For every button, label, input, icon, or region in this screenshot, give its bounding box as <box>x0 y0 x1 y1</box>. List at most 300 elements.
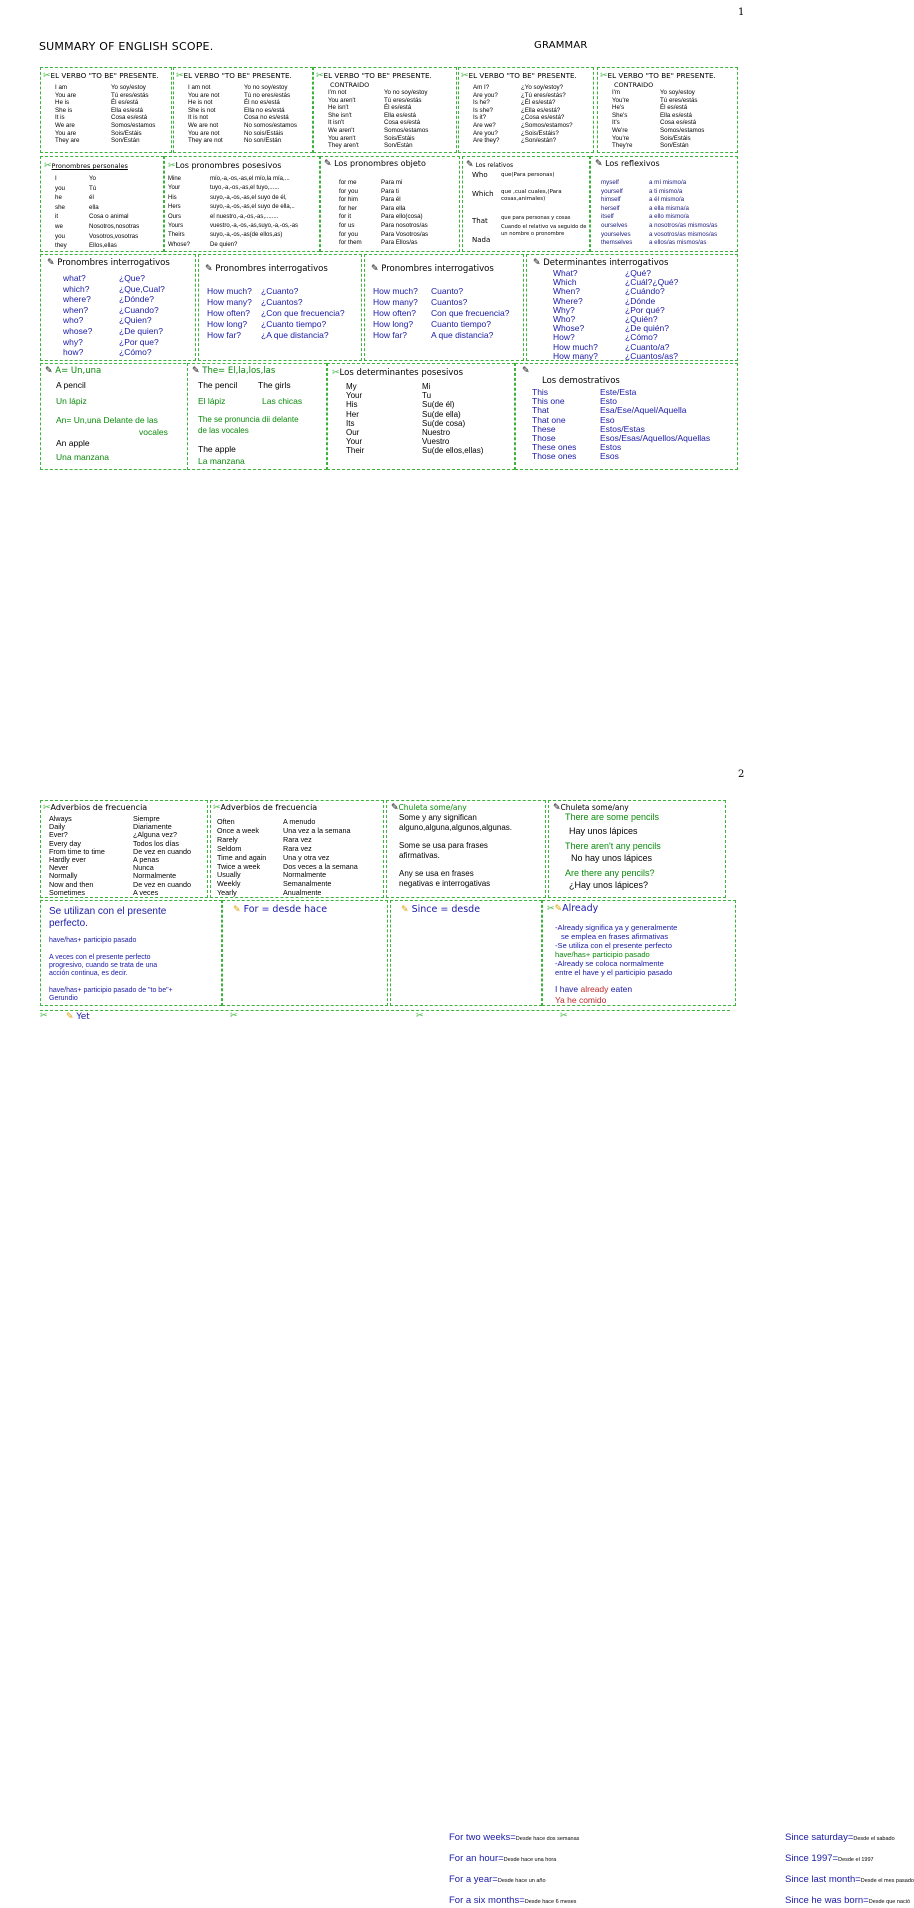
translation: Estos/Estas <box>600 423 645 434</box>
translation: ¿A que distancia? <box>261 330 329 340</box>
term: Whose? <box>553 323 585 334</box>
term: we <box>55 222 63 230</box>
term: Once a week <box>217 825 259 835</box>
pencil-icon: ✎ <box>324 159 332 169</box>
card-title: Chuleta some/any <box>398 803 467 812</box>
translation: Él es/está <box>660 104 688 112</box>
term: Never <box>49 863 69 873</box>
card-title: Pronombres interrogativos <box>215 264 328 274</box>
card-reflexives <box>590 156 738 252</box>
interrogatives-table <box>207 286 345 341</box>
term: How many? <box>373 297 418 307</box>
term: Am I? <box>473 84 490 91</box>
term: Weekly <box>217 879 241 889</box>
term: Why? <box>553 304 575 315</box>
translation: Tú no eres/estás <box>244 91 291 99</box>
translation: Para ella <box>381 204 406 212</box>
table-row <box>188 130 297 138</box>
translation: ella <box>89 203 99 211</box>
card-title: A= Un,una <box>55 366 102 376</box>
table-row <box>207 297 345 308</box>
frequency-adverbs-table <box>49 815 191 897</box>
card-possessive-determiners: ✂Los determinantes posesivos My Mi Your Tu His Su(de él) Her Su(de ella) Its Su(de cosa) Our Nuestro Your Vuestro Their Su(de ellos,ellas) <box>327 363 515 470</box>
table-row <box>55 122 155 130</box>
object-pronouns-table <box>339 179 428 248</box>
table-row <box>473 107 573 115</box>
table-row <box>328 142 428 150</box>
table-row <box>328 135 428 143</box>
term: We're <box>612 126 628 134</box>
translation: Normalmente <box>283 870 327 880</box>
table-row <box>55 203 139 213</box>
table-row <box>63 337 165 348</box>
possessive-determiners-table <box>346 382 483 456</box>
translation: a mí mismo/a <box>649 179 687 186</box>
translation: De quien? <box>210 241 238 248</box>
table-row <box>612 142 704 150</box>
card-present-perfect: Se utilizan con el presente perfecto. have/has+ participio pasado A veces con el presente perfecto progresivo, cuando se trata de una acción continua, es decir. have/has+ participio pasado de "to be"+ Gerundio <box>40 900 222 1006</box>
table-row <box>346 446 483 455</box>
card-title: Chuleta some/any <box>560 803 629 812</box>
translation: Normalmente <box>133 871 177 881</box>
term: Is it? <box>473 114 487 122</box>
translation: suyo,-a,-os,-as,el suyo de él, <box>210 194 287 201</box>
table-row <box>63 284 165 295</box>
term: How often? <box>373 308 416 318</box>
translation: ¿Tú eres/estás? <box>521 91 566 99</box>
translation: Somos/estamos <box>660 126 705 134</box>
table-row <box>601 222 717 231</box>
table-row <box>601 231 717 240</box>
personal-pronouns-table <box>55 174 139 251</box>
table-row <box>55 137 155 145</box>
table-row <box>612 127 704 135</box>
card-frequency-adverbs-2: ✂Adverbios de frecuencia Often A menudo Once a week Una vez a la semana Rarely Rara vez Seldom Rara vez Time and again Una y otra vez Twice a week Dos veces a la semana Usually Normalmente Weekly Semanalmente Yearly Anualmente <box>210 800 384 898</box>
translation: Rara vez <box>283 834 312 844</box>
translation: a ti mismo/a <box>649 187 683 195</box>
translation: Rara vez <box>283 843 312 853</box>
page-number: 1 <box>738 7 745 18</box>
table-row <box>168 241 298 250</box>
card-title: EL VERBO "TO BE" PRESENTE. <box>468 71 577 80</box>
term: Ours <box>168 213 182 220</box>
scissors-icon: ✂ <box>600 71 608 81</box>
translation: Cosa es/está <box>111 114 148 122</box>
term: How long? <box>373 319 414 329</box>
term: She is not <box>188 106 216 114</box>
table-row <box>188 92 297 100</box>
card-title: Pronombres interrogativos <box>57 258 170 268</box>
card-interrogative-pronouns-3 <box>364 254 524 361</box>
pencil-icon: ✎ <box>47 258 55 268</box>
translation: ¿Cómo? <box>119 347 152 358</box>
term: She isn't <box>328 111 352 119</box>
table-row <box>55 184 139 194</box>
term: Since 1997= <box>785 1853 839 1864</box>
table-row <box>612 119 704 127</box>
pencil-icon: ✎ <box>466 160 474 170</box>
translation: Tu <box>422 391 432 401</box>
table-row <box>339 213 428 222</box>
term: which? <box>63 283 90 294</box>
translation: Desde hace una hora <box>503 1857 557 1863</box>
term: Are they? <box>473 137 500 145</box>
table-row <box>612 104 704 112</box>
page-number: 2 <box>738 769 745 780</box>
card-title: EL VERBO "TO BE" PRESENTE. <box>323 71 432 80</box>
translation: a ello mismo/a <box>649 213 689 221</box>
translation: Yo <box>89 175 96 182</box>
card-title: EL VERBO "TO BE" PRESENTE. <box>183 71 292 80</box>
term: How much? <box>373 286 418 296</box>
table-row <box>553 352 678 361</box>
translation: Una vez a la semana <box>283 825 351 835</box>
possessive-pronouns-table <box>168 175 298 250</box>
term: Yours <box>168 223 184 230</box>
table-row <box>207 330 345 341</box>
card-title: Los pronombres posesivos <box>175 161 282 170</box>
table-row <box>207 286 345 297</box>
table-row <box>63 315 165 326</box>
term: He's <box>612 104 625 112</box>
card-title: Determinantes interrogativos <box>543 258 669 268</box>
term: Those ones <box>532 451 577 462</box>
translation: ¿Cuantos? <box>261 297 303 307</box>
pencil-icon: ✎ <box>522 366 530 376</box>
translation: Su(de ella) <box>422 409 461 419</box>
term: you <box>55 232 65 240</box>
term: From time to time <box>49 846 105 856</box>
card-personal-pronouns: ✂Pronombres personales I Yo you Tú he él she ella it Cosa o animal we Nosotros,nosotras you Vosotros,vosotras they Ellos,ellas <box>40 156 164 252</box>
translation: él <box>89 194 94 202</box>
term: for us <box>339 221 355 229</box>
table-row <box>601 179 717 188</box>
term: He is not <box>188 99 213 107</box>
pencil-icon: ✎ <box>595 159 603 169</box>
table-row <box>785 1848 874 1866</box>
to-be-table <box>55 84 155 145</box>
translation: Ella es/está <box>660 111 692 119</box>
card-title: Adverbios de frecuencia <box>50 803 148 812</box>
table-row <box>346 382 483 391</box>
term: for her <box>339 204 357 212</box>
translation: ¿Qué? <box>625 268 651 278</box>
term: it <box>55 213 59 221</box>
term: Their <box>346 446 365 456</box>
table-row <box>601 196 717 205</box>
table-row <box>328 112 428 120</box>
card-row-edge <box>40 1010 730 1011</box>
table-row <box>373 319 509 330</box>
translation: Cosa es/está <box>660 119 697 127</box>
translation: Tú eres/estás <box>660 96 698 104</box>
scissors-icon: ✂ <box>176 71 184 81</box>
translation: Ella no es/está <box>244 106 285 114</box>
card-title: Pronombres personales <box>51 162 128 170</box>
table-row <box>168 203 298 212</box>
table-row <box>63 273 165 284</box>
translation: Mi <box>422 382 431 391</box>
table-row <box>449 1869 546 1887</box>
translation: Para ti <box>381 187 399 195</box>
table-row <box>55 232 139 242</box>
translation: Sois/Estáis <box>384 134 415 142</box>
translation: Esos/Esas/Aquellos/Aquellas <box>600 433 711 444</box>
translation: Dos veces a la semana <box>283 861 358 871</box>
term: Your <box>168 185 181 192</box>
term: for you <box>339 187 358 195</box>
term: How often? <box>207 308 250 318</box>
translation: Nosotros,nosotras <box>89 222 140 230</box>
table-row <box>346 410 483 419</box>
translation: Sois/Estáis <box>111 129 142 137</box>
translation: Desde hace 6 meses <box>524 1899 577 1905</box>
pencil-icon: ✎ <box>66 1012 74 1022</box>
card-to-be-3 <box>313 67 457 153</box>
pencil-icon: ✎ <box>553 803 561 813</box>
translation: tuyo,-a,-os,-as,el tuyo,...... <box>210 185 280 192</box>
translation: Siempre <box>133 814 160 823</box>
pencil-icon: ✎ <box>391 803 399 813</box>
term: You're <box>612 134 630 142</box>
translation: Su(de ellos,ellas) <box>422 446 484 456</box>
table-row <box>373 297 509 308</box>
translation: mío,-a,-os,-as,el mío,la mía,... <box>210 176 290 182</box>
table-row <box>55 222 139 232</box>
card-there-are: ✎Chuleta some/any There are some pencils Hay unos lápices There aren't any pencils No hay unos lápices Are there any pencils? ¿Hay unos lápices? <box>548 800 726 898</box>
card-to-be-4 <box>458 67 594 153</box>
term: Her <box>346 409 359 419</box>
table-row <box>188 107 297 115</box>
term: Those <box>532 433 556 444</box>
term: You are not <box>188 91 220 99</box>
term: You are not <box>188 129 220 137</box>
translation: ¿Que,Cual? <box>119 283 165 294</box>
table-row <box>612 112 704 120</box>
term: you <box>55 184 65 192</box>
term: When? <box>553 286 580 297</box>
table-row <box>785 1869 914 1887</box>
term: It's <box>612 119 620 127</box>
card-subtitle: CONTRAIDO <box>330 81 370 89</box>
table-row <box>168 184 298 193</box>
table-row <box>785 1827 895 1845</box>
table-row <box>328 104 428 112</box>
translation: Somos/estamos <box>111 121 156 129</box>
table-row <box>449 1890 576 1908</box>
table-row <box>339 231 428 240</box>
term: For a six months= <box>449 1895 525 1906</box>
table-row <box>328 89 428 97</box>
translation: ¿Quien? <box>119 315 152 326</box>
term: How? <box>553 332 575 343</box>
translation: a él mismo/a <box>649 196 685 204</box>
translation: De vez en cuando <box>133 846 191 856</box>
translation: a ella misma/a <box>649 204 689 212</box>
translation: Para mi <box>381 179 403 186</box>
translation: ¿Él es/está? <box>521 99 556 107</box>
term: Sometimes <box>49 887 85 897</box>
table-row <box>49 889 191 897</box>
translation: ¿Dónde <box>625 295 656 306</box>
table-row <box>63 326 165 337</box>
scissors-icon: ✂ <box>43 71 51 81</box>
table-row <box>346 437 483 446</box>
card-interrogative-determiners <box>526 254 738 361</box>
translation: vuestro,-a,-os,-as,suyo,-a,-os,-as <box>210 223 299 230</box>
table-row <box>449 1848 556 1866</box>
table-row <box>785 1890 910 1908</box>
pencil-icon: ✎ <box>233 905 241 915</box>
translation: Cuanto tiempo? <box>431 319 492 329</box>
translation: ¿Son/están? <box>521 137 557 145</box>
term: Your <box>346 391 363 401</box>
translation: ¿Dónde? <box>119 294 154 305</box>
translation: Su(de él) <box>422 400 455 410</box>
table-row <box>168 175 298 184</box>
translation: Tú eres/estás <box>111 91 149 99</box>
term: We are not <box>188 121 219 129</box>
translation: ¿Alguna vez? <box>133 830 177 840</box>
translation: Sois/Estáis <box>660 134 691 142</box>
term: he <box>55 194 62 202</box>
term: This one <box>532 396 565 407</box>
card-some-any: ✎Chuleta some/any Some y any significan alguno,alguna,algunos,algunas. Some se usa para frases afirmativas. Any se usa en frases negativas e interrogativas <box>386 800 546 898</box>
term: Since he was born= <box>785 1895 869 1906</box>
term: That one <box>532 414 566 425</box>
term: It isn't <box>328 119 344 127</box>
term: It is not <box>188 114 208 122</box>
frequency-adverbs-table <box>217 818 358 898</box>
table-row <box>217 889 358 898</box>
term: They are not <box>188 137 223 145</box>
translation: Para ello(cosa) <box>381 213 423 221</box>
table-row <box>473 84 573 92</box>
table-row <box>473 114 573 122</box>
translation: Esos <box>600 451 619 462</box>
translation: Desde el sabado <box>853 1836 895 1842</box>
term: Your <box>346 437 363 447</box>
translation: Ellos,ellas <box>89 242 117 250</box>
card-title: EL VERBO "TO BE" PRESENTE. <box>607 71 716 80</box>
term: itself <box>601 213 614 221</box>
table-row <box>55 114 155 122</box>
table-row <box>55 92 155 100</box>
card-to-be-2 <box>173 67 313 153</box>
term: What? <box>553 268 578 278</box>
table-row <box>63 347 165 358</box>
term: How much? <box>553 341 598 352</box>
table-row <box>63 294 165 305</box>
card-title: Already <box>562 903 599 914</box>
term: why? <box>63 336 83 347</box>
table-row <box>55 84 155 92</box>
term: how? <box>63 347 84 358</box>
translation: ¿Cómo? <box>625 332 658 343</box>
translation: Él no es/está <box>244 99 280 107</box>
to-be-table <box>188 84 297 145</box>
term: she <box>55 203 65 211</box>
translation: Desde que nació <box>868 1899 910 1905</box>
term: My <box>346 382 357 391</box>
translation: Una y otra vez <box>283 852 330 862</box>
card-title: Yet <box>76 1012 90 1022</box>
table-row <box>612 89 704 97</box>
table-row <box>373 308 509 319</box>
term: Now and then <box>49 879 94 889</box>
demonstratives-table <box>532 388 710 462</box>
card-title: Pronombres interrogativos <box>381 264 494 274</box>
term: Mine <box>168 176 182 182</box>
table-row <box>346 391 483 400</box>
scissors-icon: ✂ <box>40 1011 48 1021</box>
translation: De vez en cuando <box>133 879 191 889</box>
translation: ¿Somos/estamos? <box>521 121 573 129</box>
translation: Son/Están <box>384 142 413 150</box>
term: myself <box>601 179 619 186</box>
term: This <box>532 387 549 397</box>
card-demonstratives <box>515 363 738 470</box>
term: yourself <box>601 187 623 195</box>
scissors-icon: ✂ <box>461 71 469 81</box>
term: He is <box>55 99 70 107</box>
table-row <box>55 130 155 138</box>
translation: Eso <box>600 414 615 425</box>
scissors-icon: ✂ <box>316 71 324 81</box>
table-row <box>63 305 165 316</box>
table-row <box>339 205 428 214</box>
translation: Cuanto? <box>431 286 464 296</box>
translation: Vuestro <box>422 437 450 447</box>
table-row <box>207 308 345 319</box>
translation: ¿Con que frecuencia? <box>261 308 345 318</box>
table-row <box>168 194 298 203</box>
translation: A que distancia? <box>431 330 494 340</box>
translation: Anualmente <box>283 888 322 898</box>
translation: ¿Cosa es/está? <box>521 114 565 122</box>
term: Seldom <box>217 843 242 853</box>
translation: Semanalmente <box>283 879 332 889</box>
interrogatives-table <box>373 286 509 341</box>
table-row <box>328 127 428 135</box>
term: Yearly <box>217 888 237 898</box>
translation: Somos/estamos <box>384 126 429 134</box>
term: Whose? <box>168 241 191 248</box>
translation: Esa/Ese/Aquel/Aquella <box>600 405 687 416</box>
term: We are <box>55 121 75 129</box>
term: Are you? <box>473 91 498 99</box>
translation: Cosa es/está <box>384 119 421 127</box>
term: Is he? <box>473 99 490 107</box>
translation: Desde el 1997 <box>838 1857 874 1863</box>
term: These ones <box>532 442 577 453</box>
term: These <box>532 423 556 434</box>
table-row <box>473 92 573 100</box>
pencil-icon: ✎ <box>45 366 53 376</box>
card-relatives: ✎ Los relativos Who que(Para personas) Which que ,cual cuales,(Para cosas,animales) That que para personas y cosas Nada Cuando el relativo va seguido de un nombre o pronombre <box>462 156 590 252</box>
term: I <box>55 175 57 182</box>
term: Hers <box>168 204 181 211</box>
term: I'm not <box>328 89 347 96</box>
table-row <box>168 213 298 222</box>
term: Its <box>346 418 355 428</box>
to-be-table <box>328 89 428 150</box>
translation: Yo soy/estoy <box>111 84 146 91</box>
term: Is she? <box>473 106 493 114</box>
translation: Desde hace dos semanas <box>515 1836 580 1842</box>
translation: ¿Cuanto/a? <box>625 341 670 352</box>
table-row <box>55 107 155 115</box>
